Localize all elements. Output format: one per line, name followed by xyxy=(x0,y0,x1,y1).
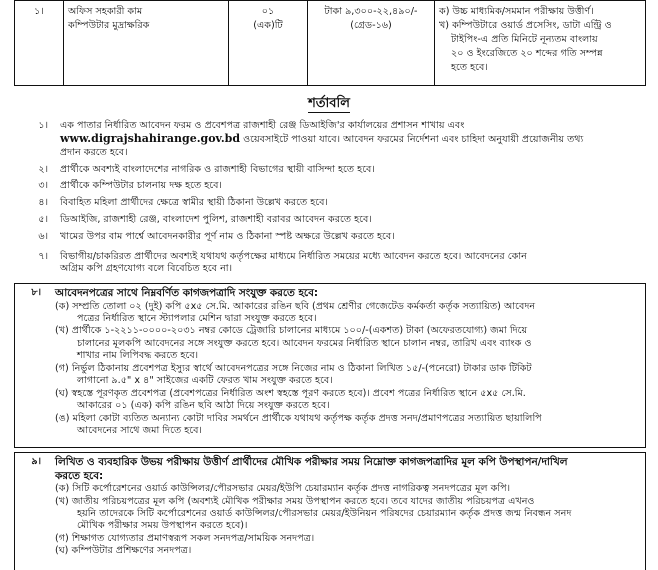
serial-number: ১। xyxy=(34,6,44,17)
list-item: (ক) সিটি কর্পোরেশনের ওয়ার্ড কাউন্সিলর/পৌরসভার মেয়র/ইউপি চেয়ারম্যান কর্তৃক প্রদত্ত নাগরিকত্ব সনদপত্রের মূল কপি। xyxy=(55,483,511,495)
condition-number: ৮। xyxy=(31,287,41,298)
documents-box xyxy=(14,283,646,448)
condition-number: ৭। xyxy=(38,251,48,262)
quantity-value: ০১ xyxy=(261,6,275,17)
list-item: (ঘ) কম্পিউটার প্রশিক্ষণের সনদপত্র। xyxy=(55,545,192,557)
condition-text: খামের উপর বাম পার্শ্বে আবেদনকারীর পূর্ণ নাম ও ঠিকানা স্পষ্ট অক্ষরে উল্লেখ করতে হবে। xyxy=(60,231,395,242)
list-item: (ঙ) মহিলা কোটা ব্যতিত অন্যান্য কোটা দাবির সমর্থনে প্রার্থীকে যথাযথ কর্তৃপক্ষ কর্তৃক প্রদত্ত সনদ/প্রমাণপত্রের সত্যায়িত ছায়ালিপি xyxy=(55,412,542,424)
quantity-words: (এক)টি xyxy=(253,19,283,31)
qualification-cell xyxy=(435,1,646,86)
condition-number: ২। xyxy=(38,164,48,175)
list-item: (ক) সম্প্রতি তোলা ০২ (দুই) কপি ৫x৫ সে.মি. আকারের রঙিন ছবি (প্রথম শ্রেণীর গেজেটেড কর্মকর্তা কর্তৃক সত্যায়িত) আবেদন xyxy=(55,300,536,312)
qualification-line: ক) উচ্চ মাধ্যমিক/সমমান পরীক্ষায় উত্তীর্ণ। xyxy=(439,6,594,17)
condition-number: ১। xyxy=(38,120,48,131)
qualification-line: খ) কম্পিউটারে ওয়ার্ড প্রসেসিং, ডাটা এন্ট্রি ও xyxy=(439,19,612,31)
condition-number: ৪। xyxy=(38,197,48,208)
condition-number: ৬। xyxy=(38,231,48,242)
condition-item xyxy=(14,120,646,162)
qualification-line: হতে হবে। xyxy=(451,61,488,73)
condition-number: ৫। xyxy=(38,214,48,225)
condition-text: বিভাগীয়/চাকরিরত প্রার্থীদের অবশ্যই যথাযথ কর্তৃপক্ষের মাধ্যমে নির্ধারিত সময়ের মধ্যে আবেদন করতে হবে। আবেদনের কোন অগ্রিম কপি গ্রহণযোগ্য বলে বিবেচিত হবে না। xyxy=(60,251,527,275)
post-name-line: কম্পিউটার মুদ্রাক্ষরিক xyxy=(68,19,150,31)
viva-documents-box xyxy=(14,452,646,570)
condition-text: ডিআইজি, রাজশাহী রেঞ্জ, বাংলাদেশ পুলিশ, রাজশাহী বরাবর আবেদন করতে হবে। xyxy=(60,214,372,225)
qualification-line: ২০ ও ইংরেজিতে ২০ শব্দের গতি সম্পন্ন xyxy=(451,47,603,59)
grade: (গ্রেড-১৬) xyxy=(350,19,392,31)
post-name-cell xyxy=(64,1,229,86)
list-item: (খ) প্রার্থীকে ১-২২১১-০০০০-২০৩১ নম্বর কোডে ট্রেজারি চালানের মাধ্যমে ১০০/-(একশত) টাকা (অফেরতযোগ্য) জমা দিয়ে xyxy=(55,325,528,337)
documents-title: আবেদনপত্রের সাথে নিম্নবর্ণিত কাগজপত্রাদি সংযুক্ত করতে হবে: xyxy=(55,287,319,299)
documents-list: আবেদনপত্রের সাথে নিম্নবর্ণিত কাগজপত্রাদি সংযুক্ত করতে হবে: (ক) সম্প্রতি তোলা ০২ (দুই) কপি ৫x৫ সে.মি. আকারের রঙিন ছবি (প্রথম শ্রেণীর গেজেটেড কর্মকর্তা কর্তৃক সত্যায়িত) আবেদন পত্রের নির্ধারিত স্থানে স্ট্যাপলার মেশিন দ্বারা সংযুক্ত করতে হবে। (খ) প্রার্থীকে ১-২২১১-০০০০-২০৩১ নম্বর কোডে ট্রেজারি চালানের মাধ্যমে ১০০/-(একশত) টাকা (অফেরতযোগ্য) জমা দিয়ে চালানের মূলকপি আবেদনের সঙ্গে সংযুক্ত করতে হবে। আবেদন ফরমের নির্ধারিত স্থানে চালান নম্বর, তারিখ এবং ব্যাংক ও শাখার নাম লিপিবদ্ধ করতে হবে। (গ) নির্ভুল ঠিকানায় প্রবেশপত্র ইস্যুর স্বার্থে আবেদনপত্রের সঙ্গে নিজের নাম ও ঠিকানা লিখিত ১৫/-(পনেরো) টাকার ডাক টিকিট লাগানো ৯.৫" x ৪" সাইজের একটি ফেরত খাম সংযুক্ত করতে হবে। (ঘ) স্বহস্তে পূরণকৃত প্রবেশপত্র (প্রবেশপত্রের নির্ধারিত অংশ স্বহস্তে পূরণ করতে হবে)। প্রবেশ পত্রের নির্ধারিত স্থানে ৫x৫ সে.মি. আকারের ০১ (এক) কপি রঙিন ছবি আঠা দিয়ে সংযুক্ত করতে হবে। (ঙ) মহিলা কোটা ব্যতিত অন্যান্য কোটা দাবির সমর্থনে প্রার্থীকে যথাযথ কর্তৃপক্ষ কর্তৃক প্রদত্ত সনদ/প্রমাণপত্রের সত্যায়িত ছায়ালিপি আবেদনের সাথে জমা দিতে হবে। xyxy=(55,287,641,438)
table-row xyxy=(15,1,646,86)
website-link[interactable]: www.digrajshahirange.gov.bd xyxy=(60,132,241,146)
condition-number: ৯। xyxy=(31,456,41,467)
serial-cell xyxy=(15,1,64,86)
list-item: (খ) জাতীয় পরিচয়পত্রের মূল কপি (অবশ্যই মৌখিক পরীক্ষার সময় উপস্থাপন করতে হবে। তবে যাদের জাতীয় পরিচয়পত্র এখনও xyxy=(55,495,535,507)
condition-text: প্রার্থীকে অবশ্যই বাংলাদেশের নাগরিক ও রাজশাহী বিভাগের স্থায়ী বাসিন্দা হতে হবে। xyxy=(60,164,375,175)
list-item: (ঘ) স্বহস্তে পূরণকৃত প্রবেশপত্র (প্রবেশপত্রের নির্ধারিত অংশ স্বহস্তে পূরণ করতে হবে)। প্রবেশ পত্রের নির্ধারিত স্থানে ৫x৫ সে.মি. xyxy=(55,387,526,399)
list-item: (গ) শিক্ষাগত যোগ্যতার প্রমাণস্বরূপ সকল সনদপত্র/সাময়িক সনদপত্র। xyxy=(55,532,315,544)
qualification-line: টাইপিং-এ প্রতি মিনিটে নূন্যতম বাংলায় xyxy=(451,33,598,45)
list-item: (গ) নির্ভুল ঠিকানায় প্রবেশপত্র ইস্যুর স্বার্থে আবেদনপত্রের সঙ্গে নিজের নাম ও ঠিকানা লিখিত ১৫/-(পনেরো) টাকার ডাক টিকিট xyxy=(55,362,532,374)
condition-number: ৩। xyxy=(38,180,48,191)
post-name-line: অফিস সহকারী কাম xyxy=(68,6,143,17)
condition-text: বিবাহিত মহিলা প্রার্থীদের ক্ষেত্রে স্বামীর স্থায়ী ঠিকানা উল্লেখ করতে হবে। xyxy=(60,197,328,208)
pay-scale-cell xyxy=(308,1,435,86)
conditions-heading: শর্তাবলি xyxy=(308,96,350,111)
pay-scale: টাকা ৯,৩০০-২২,৪৯০/- xyxy=(324,6,418,17)
condition-text: এক পাতার নির্ধারিত আবেদন ফরম ও প্রবেশপত্র রাজশাহী রেঞ্জ ডিআইজি'র কার্যালয়ের প্রশাসন শাখায় এবং www.digrajshahirange.gov.bd ওয়েবসাইটে পাওয়া যাবে। আবেদন ফরমের নির্দেশনা এবং চাহিদা অনুযায়ী প্রয়োজনীয় তথ্য প্রদান করতে হবে। xyxy=(60,120,584,158)
condition-text: প্রার্থীকে কম্পিউটার চালনায় দক্ষ হতে হবে। xyxy=(60,180,222,191)
quantity-cell xyxy=(229,1,308,86)
viva-documents-list: লিখিত ও ব্যবহারিক উভয় পরীক্ষায় উত্তীর্ণ প্রার্থীদের মৌখিক পরীক্ষার সময় নিম্নোক্ত কাগজপত্রাদির মূল কপি উপস্থাপন/দাখিল করতে হবে: (ক) সিটি কর্পোরেশনের ওয়ার্ড কাউন্সিলর/পৌরসভার মেয়র/ইউপি চেয়ারম্যান কর্তৃক প্রদত্ত নাগরিকত্ব সনদপত্রের মূল কপি। (খ) জাতীয় পরিচয়পত্রের মূল কপি (অবশ্যই মৌখিক পরীক্ষার সময় উপস্থাপন করতে হবে। তবে যাদের জাতীয় পরিচয়পত্র এখনও হয়নি তাদেরকে সিটি কর্পোরেশনের ওয়ার্ড কাউন্সিলর/পৌরসভার মেয়র/ইউনিয়ন পরিষদের চেয়ারম্যান কর্তৃক প্রদত্ত জন্ম নিবন্ধন সনদ মৌখিক পরীক্ষার সময় উপস্থাপন করতে হবে)। (গ) শিক্ষাগত যোগ্যতার প্রমাণস্বরূপ সকল সনদপত্র/সাময়িক সনদপত্র। (ঘ) কম্পিউটার প্রশিক্ষণের সনদপত্র। xyxy=(55,456,641,558)
post-table xyxy=(14,0,646,86)
viva-documents-title: লিখিত ও ব্যবহারিক উভয় পরীক্ষায় উত্তীর্ণ প্রার্থীদের মৌখিক পরীক্ষার সময় নিম্নোক্ত কাগজপত্রাদির মূল কপি উপস্থাপন/দাখিল xyxy=(55,456,568,468)
